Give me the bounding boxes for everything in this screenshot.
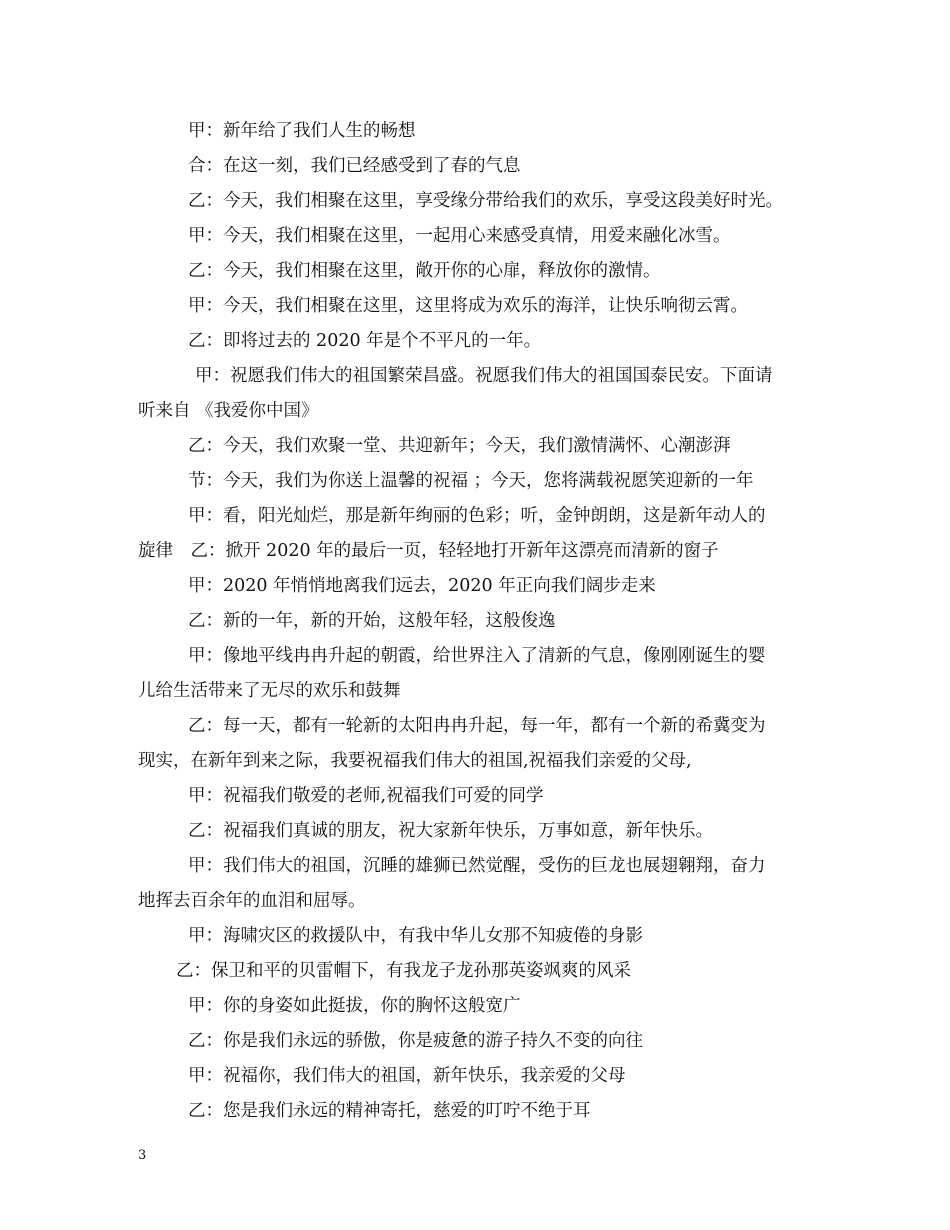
text-line: 乙：即将过去的 2020 年是个不平凡的一年。 bbox=[188, 331, 542, 351]
text-line: 乙：新的一年，新的开始，这般年轻，这般俊逸 bbox=[188, 611, 556, 631]
text-line: 甲：像地平线冉冉升起的朝霞，给世界注入了清新的气息，像刚刚诞生的婴 bbox=[188, 646, 766, 666]
text-line: 乙：你是我们永远的骄傲，你是疲惫的游子持久不变的向往 bbox=[188, 1031, 643, 1051]
text-line: 乙：今天，我们相聚在这里，享受缘分带给我们的欢乐，享受这段美好时光。 bbox=[188, 191, 783, 211]
text-line: 合：在这一刻，我们已经感受到了春的气息 bbox=[188, 156, 521, 176]
text-line: 节：今天，我们为你送上温馨的祝福 ；今天，您将满载祝愿笑迎新的一年 bbox=[188, 471, 754, 491]
text-line: 甲：祝福你，我们伟大的祖国，新年快乐，我亲爱的父母 bbox=[188, 1066, 626, 1086]
text-line: 甲：祝福我们敬爱的老师,祝福我们可爱的同学 bbox=[188, 786, 544, 806]
text-line: 地挥去百余年的血泪和屈辱。 bbox=[138, 891, 366, 911]
text-line: 乙：每一天，都有一轮新的太阳冉冉升起，每一年，都有一个新的希冀变为 bbox=[188, 716, 766, 736]
text-line: 甲：祝愿我们伟大的祖国繁荣昌盛。祝愿我们伟大的祖国国泰民安。下面请 bbox=[195, 366, 773, 386]
page-number: 3 bbox=[138, 1148, 147, 1163]
text-line: 甲：我们伟大的祖国，沉睡的雄狮已然觉醒，受伤的巨龙也展翅翱翔，奋力 bbox=[188, 856, 766, 876]
text-line: 甲：今天，我们相聚在这里，一起用心来感受真情，用爱来融化冰雪。 bbox=[188, 226, 731, 246]
text-line: 乙：今天，我们欢聚一堂、共迎新年；今天，我们激情满怀、心潮澎湃 bbox=[188, 436, 731, 456]
text-line: 儿给生活带来了无尽的欢乐和鼓舞 bbox=[138, 681, 401, 701]
text-line: 甲：今天，我们相聚在这里，这里将成为欢乐的海洋，让快乐响彻云霄。 bbox=[188, 296, 748, 316]
text-line: 现实，在新年到来之际，我要祝福我们伟大的祖国,祝福我们亲爱的父母, bbox=[138, 751, 692, 771]
text-line: 乙：祝福我们真诚的朋友，祝大家新年快乐，万事如意，新年快乐。 bbox=[188, 821, 713, 841]
text-line: 乙：您是我们永远的精神寄托，慈爱的叮咛不绝于耳 bbox=[188, 1101, 591, 1121]
text-line: 甲：你的身姿如此挺拔，你的胸怀这般宽广 bbox=[188, 996, 521, 1016]
text-line: 甲：新年给了我们人生的畅想 bbox=[188, 121, 416, 141]
text-line: 甲：海啸灾区的救援队中，有我中华儿女那不知疲倦的身影 bbox=[188, 926, 643, 946]
text-line: 甲：2020 年悄悄地离我们远去，2020 年正向我们阔步走来 bbox=[188, 576, 656, 596]
text-line: 甲：看，阳光灿烂，那是新年绚丽的色彩；听，金钟朗朗，这是新年动人的 bbox=[188, 506, 766, 526]
text-line: 听来自 《我爱你中国》 bbox=[138, 401, 319, 421]
text-line: 乙：保卫和平的贝雷帽下，有我龙子龙孙那英姿飒爽的风采 bbox=[176, 961, 631, 981]
text-line: 旋律 乙：掀开 2020 年的最后一页，轻轻地打开新年这漂亮而清新的窗子 bbox=[138, 541, 719, 561]
text-line: 乙：今天，我们相聚在这里，敞开你的心扉，释放你的激情。 bbox=[188, 261, 661, 281]
